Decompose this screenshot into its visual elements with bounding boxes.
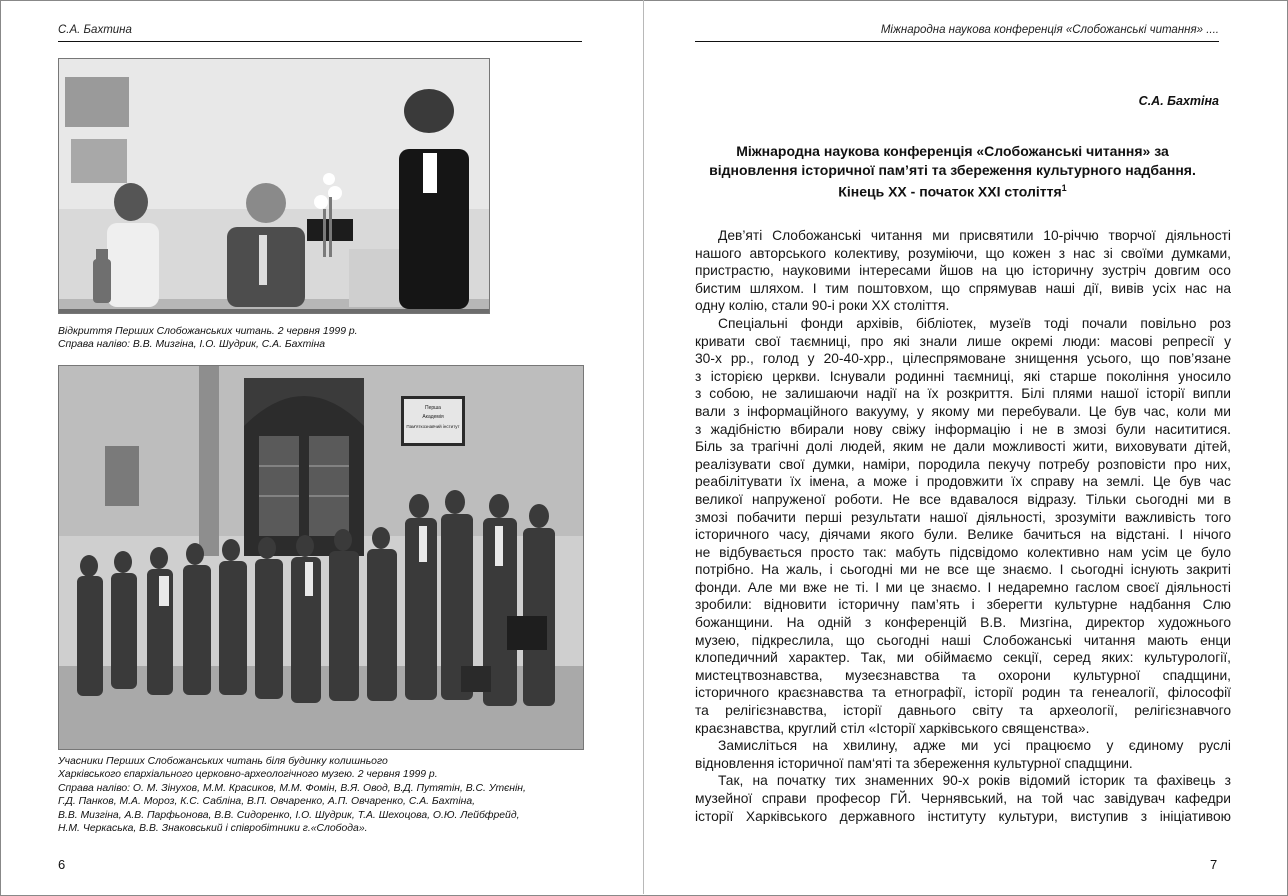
caption-line: Справа наліво: О. М. Зінухов, М.М. Красиков, М.М. Фомін, В.Я. Овод, В.Д. Путятін, В.С. Утєнін,: [58, 782, 526, 794]
page-gutter: [643, 0, 644, 894]
body-line: не відбувається просто так: мабуть підсвідомо колективно нам усім це було: [695, 544, 1231, 560]
body-line: потрібно. На жаль, і сьогодні ми не все ще знаємо. І сьогодні існують закриті: [695, 562, 1231, 578]
article-body: [695, 227, 1231, 825]
caption-line: В.В. Мизгіна, А.В. Парфьонова, В.В. Сидоренко, І.О. Шудрик, Т.А. Шехоцова, О.Ю. Лейбфрейд,: [58, 809, 520, 821]
body-line: вали з інформаційного вакууму, у якому ми перебували. Це був час, коли ми: [695, 403, 1231, 419]
body-line: з історією церкви. Існували родинні таємниці, які старше покоління уносило: [695, 368, 1231, 384]
body-line: кривати свої таємниці, про які знали лише окремі люди: масові репресії у: [695, 333, 1231, 349]
body-line: з собою, не залишаючи надії на їх розкриття. Білі плями нашої історії випли: [695, 386, 1231, 402]
running-head-right: Міжнародна наукова конференція «Слобожанські читання» ....: [880, 24, 1219, 36]
body-line: великої напруженої роботи. Не все вдавалося відразу. Тільки сьогодні ми в: [695, 491, 1231, 507]
caption-line: Відкриття Перших Слобожанських читань. 2 червня 1999 р.: [58, 326, 358, 337]
title-line: [695, 179, 1210, 201]
header-rule-right: [695, 41, 1219, 42]
body-line: Біль за трагічні долі людей, яким не дали можливості жити, виховувати дітей,: [695, 439, 1231, 455]
body-line: Спеціальні фонди архівів, бібліотек, музеїв тоді почали повільно роз: [718, 315, 1231, 331]
caption-line: Харківського єпархіального церковно-археологічного музею. 2 червня 1999 р.: [58, 769, 438, 781]
body-line: клопедичний характер. Так, ми обіймаємо секції, серед яких: культурології,: [695, 650, 1231, 666]
running-head-left: С.А. Бахтина: [58, 24, 132, 36]
body-line: музею, підкреслила, що сьогодні наші Слобожанські читання мають енци: [695, 632, 1231, 648]
article-title: [695, 142, 1210, 201]
caption-line: Учасники Перших Слобожанських читань біля будинку колишнього: [58, 756, 388, 767]
body-line: історичного часу, діячами якого були. Велике бачиться на відстані. І нічого: [695, 527, 1231, 543]
body-line: та релігієзнавства, історії давнього світу та археології, релігієзнавчого: [695, 703, 1231, 719]
header-rule-left: [58, 41, 582, 42]
body-line: краєзнавства, круглий стіл «Історії харківського священства».: [695, 720, 1090, 736]
body-line: Дев’яті Слобожанські читання ми присвятили 10-річчю творчої діяльності: [718, 228, 1231, 243]
body-line: з жадібністю вбирали нову свіжу інформацію і не в змозі були насититися.: [695, 421, 1231, 437]
sign-line-2: Академія: [422, 414, 444, 420]
sign-line-3: Пам'яткознавчий інститут: [406, 424, 460, 429]
sign-line-1: Перша: [425, 405, 441, 411]
caption-line: Справа наліво: В.В. Мизгіна, І.О. Шудрик, С.А. Бахтіна: [58, 339, 326, 351]
body-line: змозі побачити перші результати нашої діяльності, зрозуміти важливість того: [695, 509, 1231, 525]
photo-opening-ceremony: [58, 58, 490, 314]
page-number-right: 7: [1210, 857, 1218, 872]
article-author: С.А. Бахтіна: [1138, 94, 1219, 108]
body-line: реалізувати свої думки, наміри, породила пекучу потребу розповісти про них,: [695, 456, 1231, 472]
body-line: одну колію, стали 90-і роки ХХ століття.: [695, 298, 950, 314]
footnote-mark: 1: [1061, 183, 1067, 193]
body-line: реабілітувати їх імена, а може і продовжити їх справу на землі. Це був час: [695, 474, 1231, 490]
body-line: музейної справи професор ГЙ. Чернявський, на той час завідувач кафедри: [695, 791, 1231, 806]
photo-participants: [58, 365, 584, 750]
caption-line: Н.М. Черкаська, В.В. Знаковський і співробітники г.«Слобода».: [58, 823, 368, 835]
page-number-left: 6: [58, 857, 66, 872]
body-line: історії Харківського державного інституту культури, виступив з ініціативою: [695, 808, 1231, 824]
body-line: Замисліться на хвилину, адже ми усі працюємо у єдиному руслі: [718, 738, 1231, 754]
caption-opening: [58, 325, 358, 352]
body-line: Так, на початку тих знаменних 90-х років відомий історик та фахівець з: [718, 773, 1231, 789]
body-line: бистим шляхом. І тим поштовхом, що спрямував наші дії, вивів усіх нас на: [695, 280, 1231, 296]
body-line: нашого авторського колективу, розуміючи, що кожен з нас зі своїми думками,: [695, 245, 1231, 261]
body-line: історичного краєзнавства та етнографії, історії родин та генеалогії, філософії: [695, 685, 1231, 701]
caption-line: Г.Д. Панков, М.А. Мороз, К.С. Сабліна, В.П. Овчаренко, А.П. Овчаренко, С.А. Бахтіна,: [58, 796, 476, 808]
body-line: божанщини. На одній з конференцій В.В. Мизгіна, директор художнього: [695, 615, 1231, 631]
title-line-text: Кінець ХХ - початок ХХІ століття: [838, 183, 1062, 200]
body-line: відновлення історичної пам‘яті та збереження культурної спадщини.: [695, 755, 1133, 771]
title-line: відновлення історичної пам’яті та збереження культурного надбання.: [709, 161, 1196, 178]
body-line: фонди. Але ми вже не ті. І ми це знаємо. І недаремно гаслом своєї діяльності: [695, 579, 1231, 595]
body-line: 30-х рр., голод у 20-40-хрр., цілеспрямоване знищення усього, що пов’язане: [695, 351, 1231, 367]
body-line: мистецтвознавства, музеєзнавства та охорони культурної спадщини,: [695, 667, 1231, 683]
caption-participants: [58, 755, 526, 835]
body-line: зробили: відновити історичну пам’ять і зберегти культурне надбання Слю: [695, 597, 1231, 613]
body-line: пристрастю, науковими інтересами йшов на цю історичну зустріч довгим осо: [695, 263, 1231, 279]
title-line: Міжнародна наукова конференція «Слобожанські читання» за: [736, 143, 1169, 159]
